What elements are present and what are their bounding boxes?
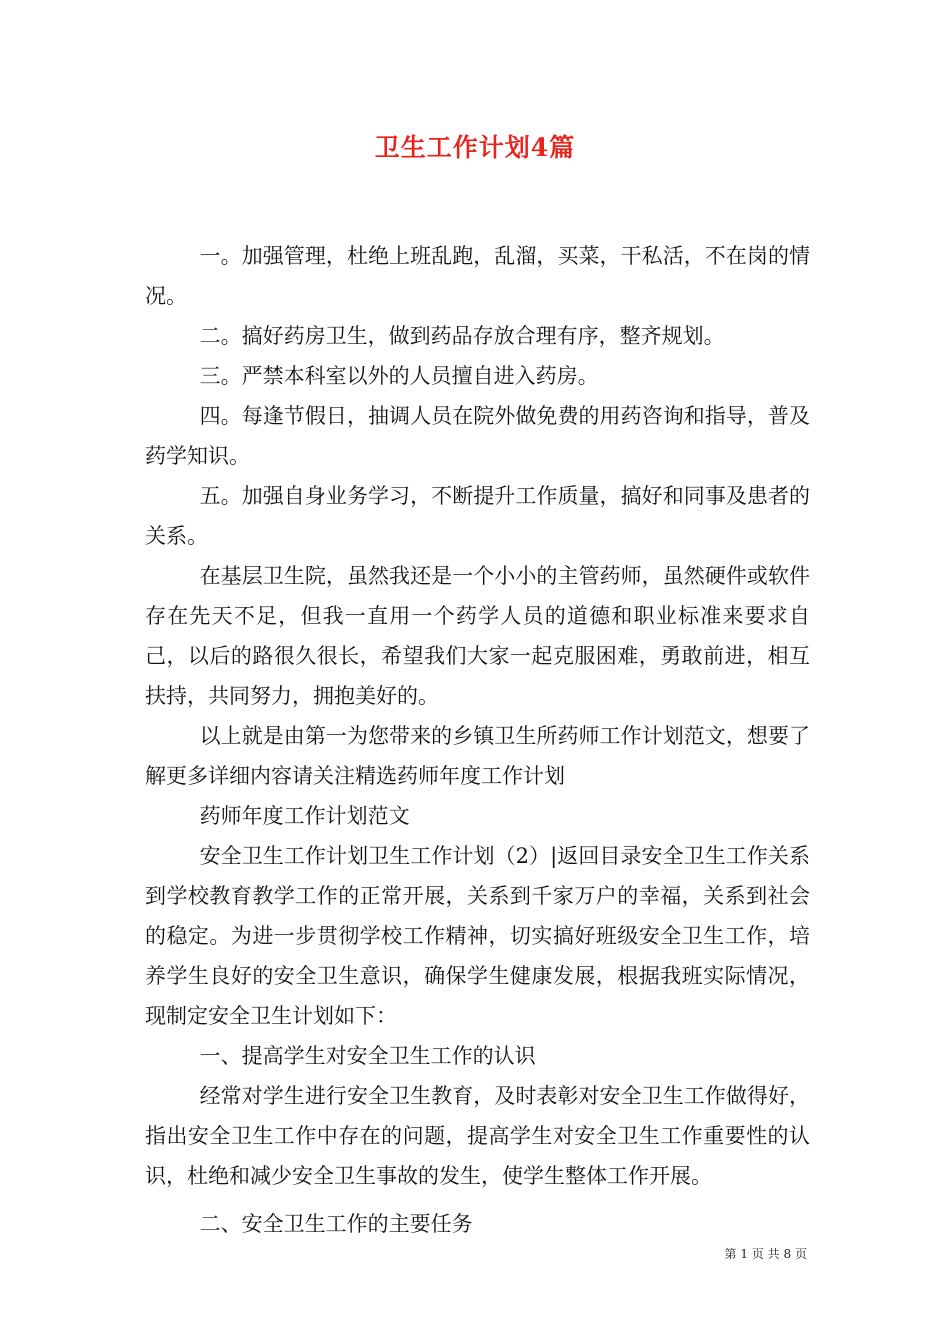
footer-end-label: 页 (794, 1247, 807, 1261)
section-heading: 二、安全卫生工作的主要任务 (199, 1212, 473, 1236)
paragraph: 一。加强管理，杜绝上班乱跑，乱溜，买菜，干私活，不在岗的情况。 (145, 244, 810, 308)
paragraph: 以上就是由第一为您带来的乡镇卫生所药师工作计划范文，想要了解更多详细内容请关注精选药师年度工作计划 (145, 724, 810, 788)
footer-page-label: 第 (724, 1247, 737, 1261)
document-body (145, 236, 810, 1244)
footer-current-page: 1 (740, 1247, 749, 1261)
section-heading: 一、提高学生对安全卫生工作的认识 (199, 1044, 536, 1068)
paragraph: 经常对学生进行安全卫生教育，及时表彰对安全卫生工作做得好，指出安全卫生工作中存在的问题，提高学生对安全卫生工作重要性的认识，杜绝和减少安全卫生事故的发生，使学生整体工作开展。 (145, 1084, 810, 1188)
document-title: 卫生工作计划4篇 (374, 133, 576, 162)
paragraph: 三。严禁本科室以外的人员擅自进入药房。 (199, 364, 599, 388)
paragraph: 四。每逢节假日，抽调人员在院外做免费的用药咨询和指导，普及药学知识。 (145, 404, 810, 468)
paragraph: 二。搞好药房卫生，做到药品存放合理有序，整齐规划。 (199, 324, 725, 348)
footer-total-pages: 8 (783, 1247, 792, 1261)
page-number-footer (725, 1246, 807, 1262)
footer-middle-label: 页 共 (751, 1247, 780, 1261)
paragraph: 在基层卫生院，虽然我还是一个小小的主管药师，虽然硬件或软件存在先天不足，但我一直用一个药学人员的道德和职业标准来要求自己，以后的路很久很长，希望我们大家一起克服困难，勇敢前进，相互扶持，共同努力，拥抱美好的。 (145, 564, 810, 708)
paragraph: 药师年度工作计划范文 (199, 804, 410, 828)
paragraph: 五。加强自身业务学习，不断提升工作质量，搞好和同事及患者的关系。 (145, 484, 810, 548)
paragraph: 安全卫生工作计划卫生工作计划（2）|返回目录安全卫生工作关系到学校教育教学工作的正常开展，关系到千家万户的幸福，关系到社会的稳定。为进一步贯彻学校工作精神，切实搞好班级安全卫生工作，培养学生良好的安全卫生意识，确保学生健康发展，根据我班实际情况，现制定安全卫生计划如下： (145, 844, 810, 1028)
